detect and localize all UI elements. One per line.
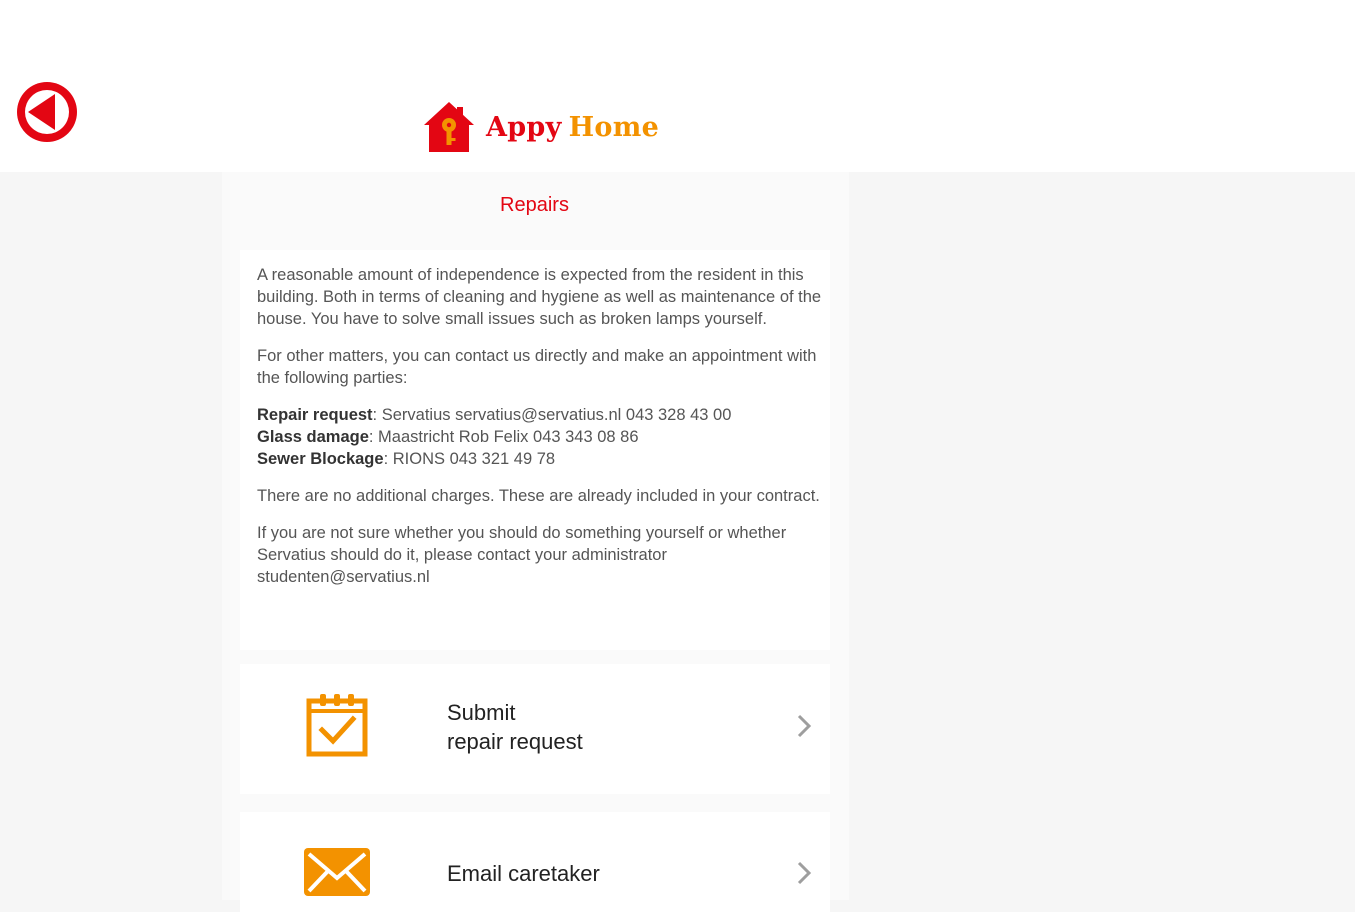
app-logo — [422, 100, 659, 154]
contact-value: : Maastricht Rob Felix 043 343 08 86 — [368, 428, 639, 446]
contact-label: Repair request — [257, 406, 373, 424]
action-label-line2: repair request — [447, 729, 583, 754]
logo-word-home: Home — [568, 111, 660, 143]
info-text — [257, 264, 822, 603]
chevron-right-icon — [796, 713, 812, 739]
email-caretaker-button[interactable] — [240, 812, 830, 912]
back-button[interactable] — [16, 81, 78, 143]
back-arrow-circle-icon[interactable] — [16, 81, 78, 143]
contact-label: Sewer Blockage — [257, 450, 384, 468]
envelope-icon — [304, 848, 370, 896]
contact-item — [257, 428, 639, 446]
calendar-check-icon — [306, 691, 368, 757]
submit-repair-request-label — [447, 698, 583, 756]
info-paragraph: A reasonable amount of independence is expected from the resident in this building. Both in terms of cleaning and hygiene as well as maintenance of the house. You have to solve small issues such as broken lamps yourself. — [257, 266, 822, 328]
logo-word-appy: Appy — [486, 111, 562, 143]
info-paragraph: For other matters, you can contact us directly and make an appointment with the following parties: — [257, 347, 817, 387]
app-header — [0, 0, 1355, 172]
contact-value: : Servatius servatius@servatius.nl 043 328 43 00 — [372, 406, 732, 424]
action-label-line1: Submit — [447, 700, 516, 725]
chevron-right-icon — [796, 860, 812, 886]
contact-item — [257, 450, 555, 468]
contact-value: : RIONS 043 321 49 78 — [383, 450, 556, 468]
submit-repair-request-button[interactable] — [240, 664, 830, 794]
logo-text — [486, 112, 659, 143]
contact-list — [257, 404, 822, 470]
contact-label: Glass damage — [257, 428, 369, 446]
contact-item — [257, 406, 731, 424]
house-key-icon — [422, 100, 476, 154]
email-caretaker-label: Email caretaker — [447, 861, 600, 886]
info-paragraph: If you are not sure whether you should do something yourself or whether Servatius should do it, please contact your administrator studenten@servatius.nl — [257, 524, 787, 586]
info-paragraph: There are no additional charges. These are already included in your contract. — [257, 487, 820, 505]
page-title: Repairs — [500, 194, 569, 216]
